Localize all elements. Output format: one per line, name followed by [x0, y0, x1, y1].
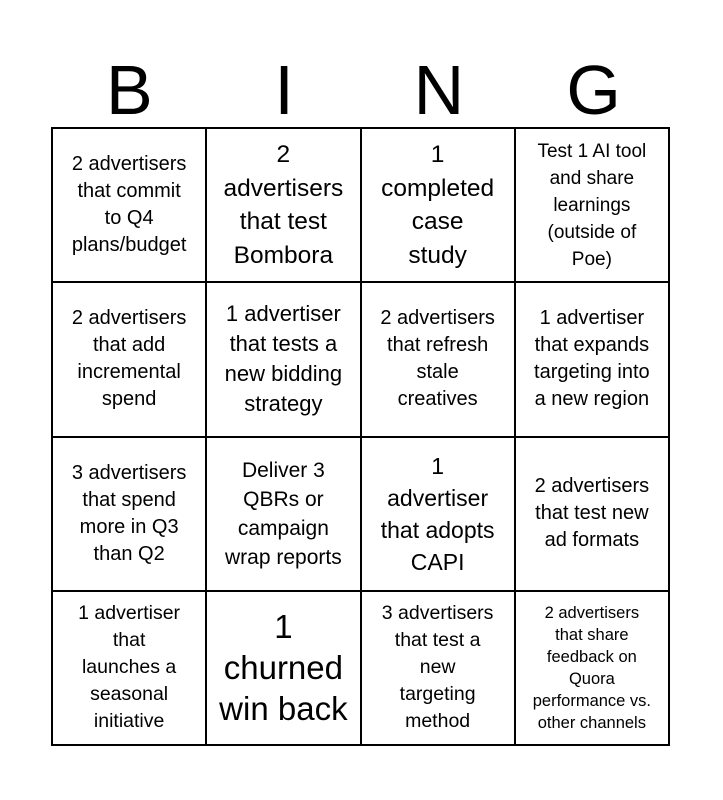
- bingo-cell[interactable]: [53, 438, 207, 592]
- header-letter-g: G: [566, 51, 621, 129]
- cell-text: 1 advertiser that tests a new bidding strategy: [224, 301, 343, 417]
- cell-text: 3 advertisers that test a new targeting method: [381, 602, 494, 733]
- cell-text: 1 completed case study: [381, 141, 495, 269]
- cell-text: 2 advertisers that commit to Q4 plans/budget: [71, 153, 187, 257]
- cell-text: 2 advertisers that test new ad formats: [534, 475, 650, 552]
- bingo-cell[interactable]: [516, 592, 670, 746]
- bingo-cell[interactable]: [362, 129, 516, 283]
- bingo-cell[interactable]: [516, 438, 670, 592]
- bingo-cell[interactable]: [516, 283, 670, 437]
- bingo-cell[interactable]: [207, 129, 361, 283]
- cell-text: 2 advertisers that share feedback on Quora performance vs. other channels: [532, 603, 652, 732]
- cell-text: Deliver 3 QBRs or campaign wrap reports: [225, 458, 342, 569]
- cell-text: 1 advertiser that expands targeting into a new region: [534, 307, 650, 411]
- header-letter-b: B: [106, 51, 153, 129]
- cell-text: 1 churned win back: [219, 608, 348, 728]
- cell-text: 3 advertisers that spend more in Q3 than Q2: [71, 461, 187, 565]
- bingo-cell[interactable]: [207, 283, 361, 437]
- cell-text: 2 advertisers that add incremental spend: [71, 307, 187, 411]
- cell-text: 2 advertisers that test Bombora: [223, 141, 344, 269]
- bingo-cell[interactable]: [207, 438, 361, 592]
- bingo-cell[interactable]: [53, 283, 207, 437]
- bingo-cell[interactable]: [362, 592, 516, 746]
- cell-text: Test 1 AI tool and share learnings (outside of Poe): [537, 140, 647, 270]
- cell-text: 1 advertiser that adopts CAPI: [380, 452, 495, 575]
- bingo-cell[interactable]: [362, 283, 516, 437]
- bingo-cell[interactable]: [207, 592, 361, 746]
- bingo-cell[interactable]: [516, 129, 670, 283]
- cell-text: 1 advertiser that launches a seasonal initiative: [78, 602, 181, 733]
- bingo-cell[interactable]: [53, 129, 207, 283]
- header-letter-n: N: [413, 51, 465, 129]
- header-letter-i: I: [274, 51, 294, 129]
- bingo-board: [51, 127, 670, 746]
- bingo-cell[interactable]: [362, 438, 516, 592]
- bingo-cell[interactable]: [53, 592, 207, 746]
- bingo-header: [52, 52, 671, 128]
- cell-text: 2 advertisers that refresh stale creatives: [380, 307, 495, 411]
